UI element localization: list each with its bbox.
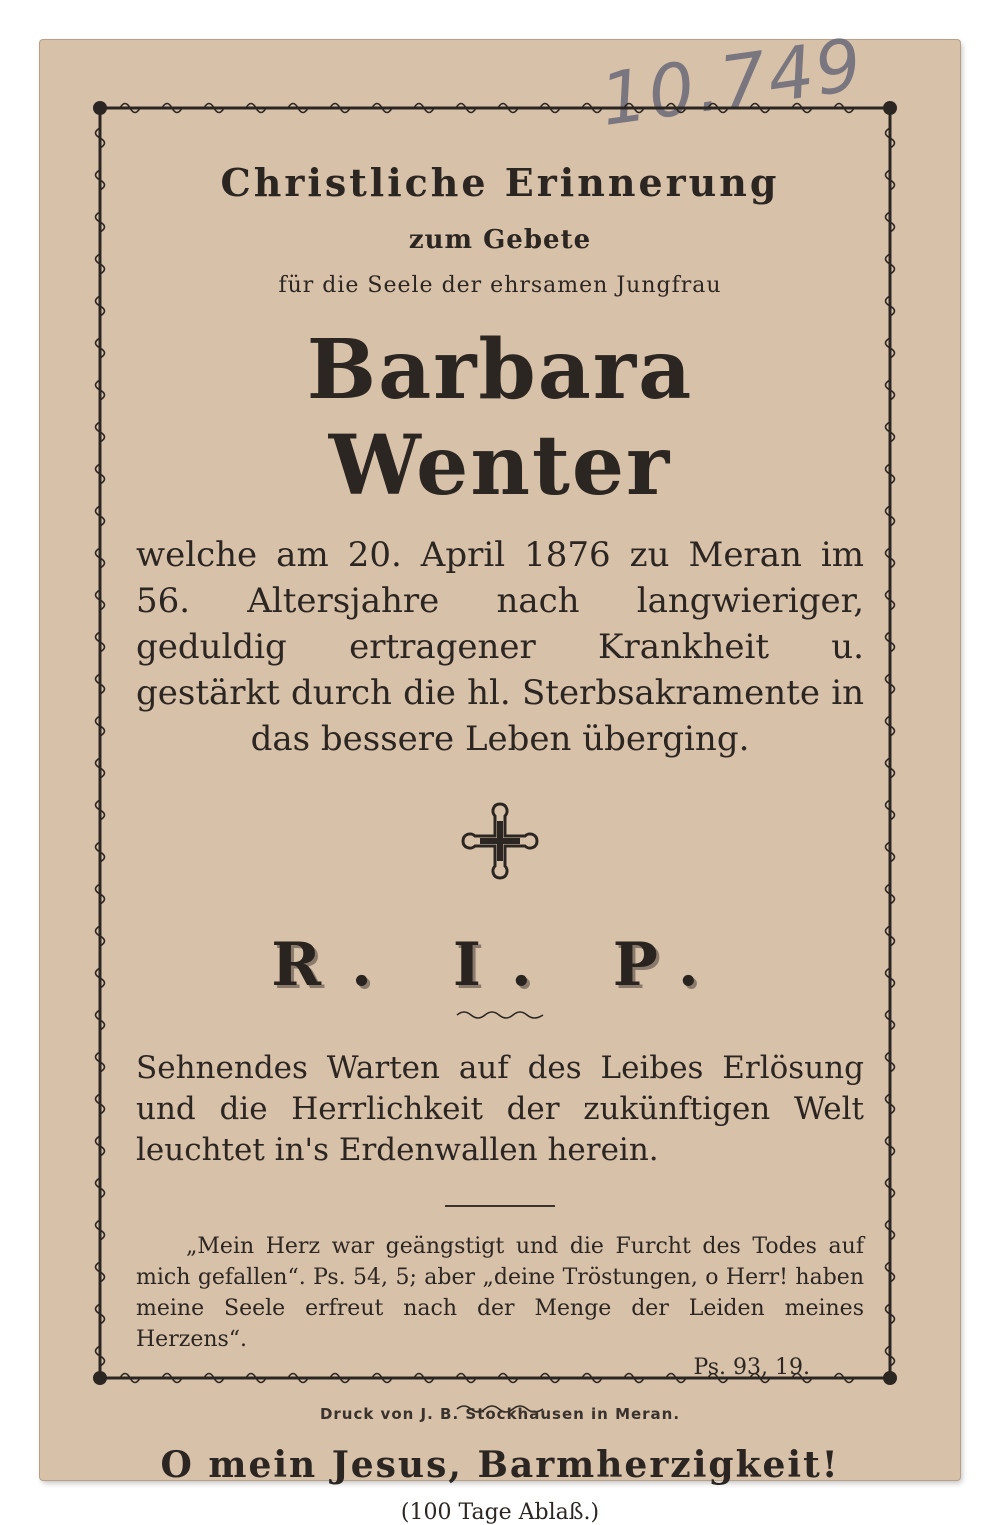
divider-rule	[445, 1205, 555, 1207]
biography: welche am 20. April 1876 zu Meran im 56. Altersjahre nach langwieriger, geduldig ertragener Krankheit u. gestärkt durch die hl. Sterbsakramente in das bessere Leben überging.	[136, 535, 864, 759]
scripture-reference-row	[130, 1355, 870, 1380]
scripture-quote: „Mein Herz war geängstigt und die Furcht des Todes auf mich gefallen“. Ps. 54, 5; aber „deine Tröstungen, o Herr! haben meine Seele erfreut nach der Menge der Leiden meines Herzens“.	[136, 1234, 864, 1352]
cross-icon	[455, 796, 545, 886]
scripture-reference: Ps. 93, 19.	[693, 1355, 810, 1380]
squiggle-divider-icon	[455, 1008, 545, 1022]
card-text	[130, 150, 870, 1525]
subheading: zum Gebete	[408, 225, 592, 255]
prayer: O mein Jesus, Barmherzigkeit!	[160, 1444, 840, 1486]
dedication: für die Seele der ehrsamen Jungfrau	[278, 273, 722, 298]
rip-initials: R. I. P.	[271, 930, 729, 1000]
printer-credit: Druck von J. B. Stockhausen in Meran.	[319, 1405, 681, 1423]
indulgence-note: (100 Tage Ablaß.)	[400, 1500, 600, 1525]
deceased-name: Barbara Wenter	[306, 322, 694, 514]
handwritten-number: 10.749	[595, 22, 869, 142]
heading: Christliche Erinnerung	[220, 160, 780, 205]
reflection: Sehnendes Warten auf des Leibes Erlösung und die Herrlichkeit der zukünftigen Welt leuchtet in's Erdenwallen herein.	[136, 1050, 864, 1168]
